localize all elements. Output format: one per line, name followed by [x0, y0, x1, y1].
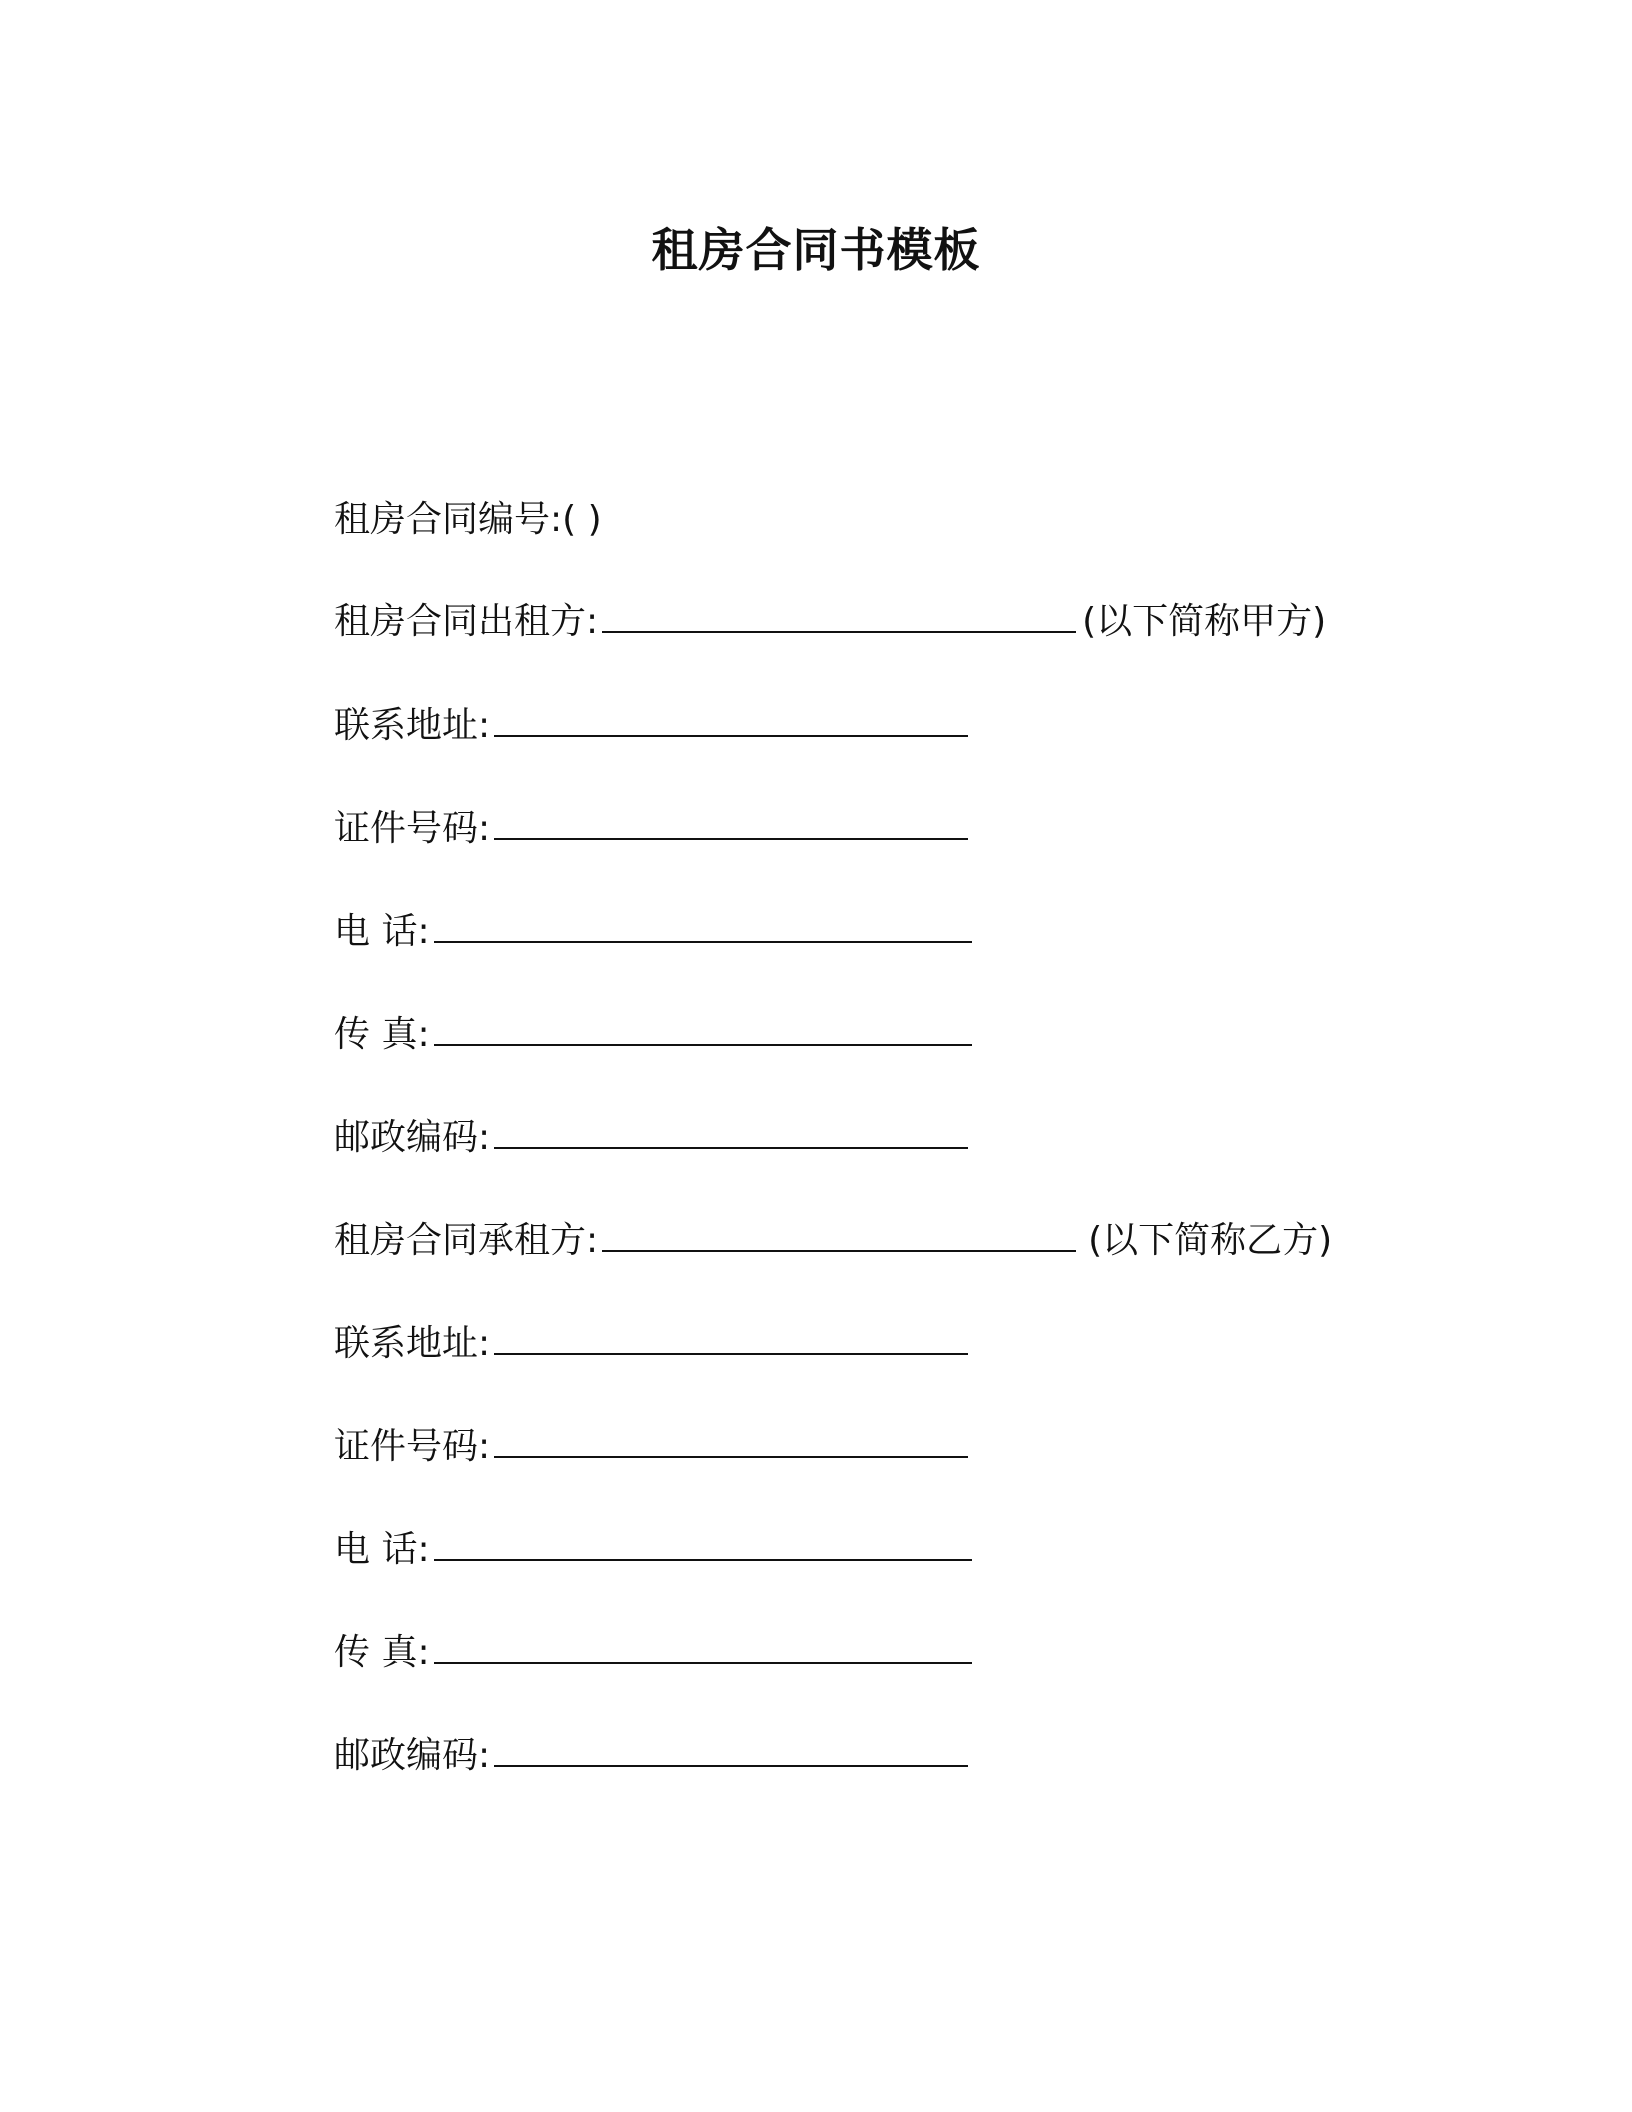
party-a-fax-label: 传 真:: [334, 1014, 430, 1055]
party-b-fax-label: 传 真:: [334, 1632, 430, 1673]
party-b-postcode-blank[interactable]: [494, 1735, 968, 1767]
party-a-phone-blank[interactable]: [434, 911, 972, 943]
party-a-postcode-label: 邮政编码:: [334, 1117, 491, 1158]
party-b-address-line: [334, 1320, 968, 1368]
lessee-label: 租房合同承租方:: [334, 1220, 599, 1261]
party-b-phone-blank[interactable]: [434, 1529, 972, 1561]
party-a-address-label: 联系地址:: [334, 705, 491, 746]
party-b-fax-blank[interactable]: [434, 1632, 972, 1664]
lessee-blank[interactable]: [602, 1220, 1076, 1252]
party-a-postcode-blank[interactable]: [494, 1117, 968, 1149]
party-a-phone-line: [334, 908, 972, 956]
party-a-fax-line: [334, 1011, 972, 1059]
party-a-address-line: [334, 702, 968, 750]
party-a-phone-label: 电 话:: [334, 911, 430, 952]
party-a-fax-blank[interactable]: [434, 1014, 972, 1046]
party-b-phone-line: [334, 1526, 972, 1574]
document-title: 租房合同书模板: [651, 223, 981, 277]
lessee-line: [334, 1217, 1332, 1265]
party-b-fax-line: [334, 1629, 972, 1677]
party-b-id-label: 证件号码:: [334, 1426, 491, 1467]
party-b-postcode-label: 邮政编码:: [334, 1735, 491, 1776]
lessor-blank[interactable]: [602, 601, 1076, 633]
party-a-id-line: [334, 805, 968, 853]
party-a-postcode-line: [334, 1114, 968, 1162]
lessor-line: [334, 598, 1326, 646]
party-b-id-line: [334, 1423, 968, 1471]
party-b-id-blank[interactable]: [494, 1426, 968, 1458]
contract-number-label: 租房合同编号:( ): [334, 499, 602, 540]
party-a-id-label: 证件号码:: [334, 808, 491, 849]
party-a-id-blank[interactable]: [494, 808, 968, 840]
lessor-label: 租房合同出租方:: [334, 601, 599, 642]
party-b-phone-label: 电 话:: [334, 1529, 430, 1570]
lessee-suffix: (以下简称乙方): [1088, 1220, 1333, 1261]
party-b-postcode-line: [334, 1732, 968, 1780]
contract-number-line: [334, 496, 602, 544]
party-a-address-blank[interactable]: [494, 705, 968, 737]
party-b-address-blank[interactable]: [494, 1323, 968, 1355]
party-b-address-label: 联系地址:: [334, 1323, 491, 1364]
lessor-suffix: (以下简称甲方): [1082, 601, 1327, 642]
